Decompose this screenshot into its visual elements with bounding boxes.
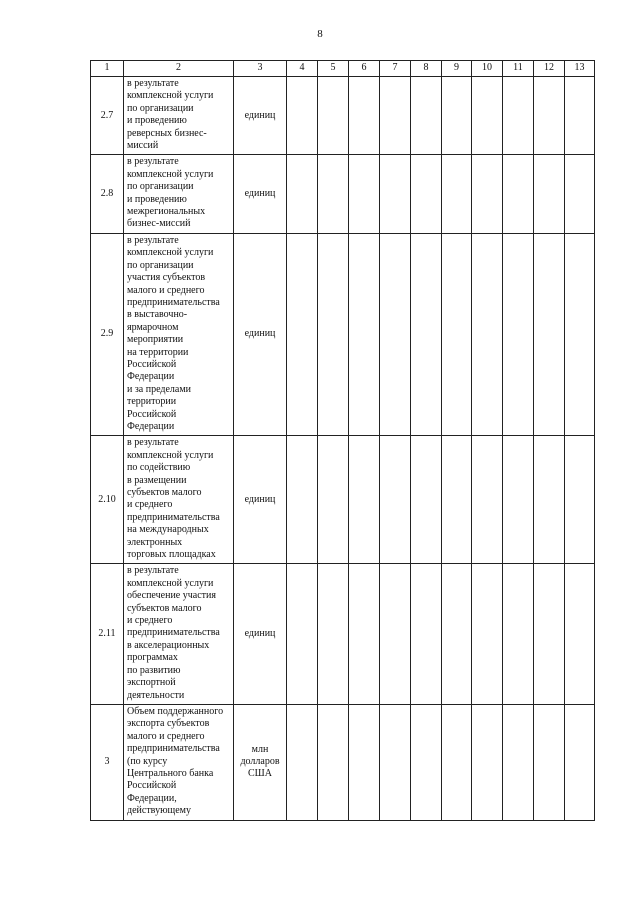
empty-cell bbox=[442, 436, 472, 564]
description-line: Федерации, bbox=[127, 792, 177, 804]
empty-cell bbox=[349, 564, 380, 704]
table-row bbox=[91, 77, 595, 155]
empty-cell bbox=[472, 436, 503, 564]
empty-cell bbox=[565, 155, 595, 233]
empty-cell bbox=[503, 436, 534, 564]
empty-cell bbox=[442, 704, 472, 820]
empty-cell bbox=[565, 233, 595, 436]
row-description bbox=[124, 77, 234, 155]
row-unit bbox=[234, 564, 287, 704]
description-line: на международных bbox=[127, 524, 209, 536]
table-row bbox=[91, 155, 595, 233]
description-line: экспортной bbox=[127, 677, 176, 689]
row-number: 3 bbox=[91, 704, 124, 820]
empty-cell bbox=[503, 564, 534, 704]
unit-line: долларов bbox=[240, 756, 280, 768]
table-row bbox=[91, 564, 595, 704]
page-number: 8 bbox=[317, 28, 323, 40]
empty-cell bbox=[380, 155, 411, 233]
empty-cell bbox=[534, 77, 565, 155]
description-line: в акселерационных bbox=[127, 639, 210, 651]
description-line: в результате bbox=[127, 234, 179, 246]
description-line: в результате bbox=[127, 78, 179, 89]
header-cell: 12 bbox=[534, 61, 565, 77]
description-line: территории bbox=[127, 396, 177, 408]
empty-cell bbox=[349, 233, 380, 436]
description-line: торговых площадках bbox=[127, 549, 216, 561]
row-number: 2.9 bbox=[91, 233, 124, 436]
row-description bbox=[124, 704, 234, 820]
description-line: в результате bbox=[127, 565, 179, 577]
unit-line: млн bbox=[251, 743, 269, 755]
row-unit bbox=[234, 77, 287, 155]
indicators-table bbox=[90, 60, 595, 821]
empty-cell bbox=[411, 77, 442, 155]
empty-cell bbox=[472, 704, 503, 820]
description-line: действующему bbox=[127, 805, 192, 817]
unit-line: единиц bbox=[244, 187, 276, 199]
empty-cell bbox=[503, 233, 534, 436]
empty-cell bbox=[287, 704, 318, 820]
header-cell: 8 bbox=[411, 61, 442, 77]
unit-line: единиц bbox=[244, 328, 276, 340]
description-line: субъектов малого bbox=[127, 602, 202, 614]
empty-cell bbox=[411, 233, 442, 436]
description-line: Центрального банка bbox=[127, 767, 214, 779]
description-line: предпринимательства bbox=[127, 743, 220, 755]
table-body bbox=[91, 61, 595, 821]
unit-line: единиц bbox=[244, 109, 276, 121]
empty-cell bbox=[534, 233, 565, 436]
description-line: на территории bbox=[127, 346, 189, 358]
description-line: Федерации bbox=[127, 420, 175, 432]
row-description bbox=[124, 564, 234, 704]
header-cell: 10 bbox=[472, 61, 503, 77]
empty-cell bbox=[442, 233, 472, 436]
description-line: Объем поддержанного bbox=[127, 705, 224, 717]
empty-cell bbox=[503, 704, 534, 820]
header-cell: 4 bbox=[287, 61, 318, 77]
description-line: по развитию bbox=[127, 664, 181, 676]
description-line: по организации bbox=[127, 259, 194, 271]
empty-cell bbox=[442, 77, 472, 155]
empty-cell bbox=[349, 155, 380, 233]
description-line: малого и среднего bbox=[127, 730, 205, 742]
description-line: обеспечение участия bbox=[127, 590, 216, 602]
description-line: программах bbox=[127, 652, 178, 664]
empty-cell bbox=[472, 233, 503, 436]
header-cell: 6 bbox=[349, 61, 380, 77]
header-cell: 2 bbox=[124, 61, 234, 77]
empty-cell bbox=[442, 564, 472, 704]
unit-line: США bbox=[248, 768, 272, 780]
description-line: Российской bbox=[127, 780, 177, 792]
description-line: реверсных бизнес- bbox=[127, 127, 207, 139]
table-row bbox=[91, 704, 595, 820]
description-line: по организации bbox=[127, 181, 194, 193]
empty-cell bbox=[318, 233, 349, 436]
empty-cell bbox=[472, 564, 503, 704]
row-unit bbox=[234, 704, 287, 820]
description-line: комплексной услуги bbox=[127, 577, 214, 589]
row-number: 2.7 bbox=[91, 77, 124, 155]
empty-cell bbox=[287, 77, 318, 155]
empty-cell bbox=[380, 704, 411, 820]
empty-cell bbox=[534, 155, 565, 233]
table-row bbox=[91, 436, 595, 564]
description-line: и проведению bbox=[127, 193, 187, 205]
empty-cell bbox=[318, 564, 349, 704]
empty-cell bbox=[534, 436, 565, 564]
description-line: и проведению bbox=[127, 115, 187, 127]
empty-cell bbox=[318, 77, 349, 155]
header-cell: 9 bbox=[442, 61, 472, 77]
empty-cell bbox=[472, 155, 503, 233]
description-line: предпринимательства bbox=[127, 627, 220, 639]
empty-cell bbox=[411, 564, 442, 704]
row-description bbox=[124, 233, 234, 436]
description-line: Федерации bbox=[127, 371, 175, 383]
description-line: деятельности bbox=[127, 689, 185, 701]
row-unit bbox=[234, 155, 287, 233]
empty-cell bbox=[534, 564, 565, 704]
unit-line: единиц bbox=[244, 493, 276, 505]
description-line: (по курсу bbox=[127, 755, 168, 767]
description-line: комплексной услуги bbox=[127, 90, 214, 102]
table-row bbox=[91, 233, 595, 436]
description-line: в результате bbox=[127, 437, 179, 449]
header-cell: 11 bbox=[503, 61, 534, 77]
header-cell: 3 bbox=[234, 61, 287, 77]
description-line: в результате bbox=[127, 156, 179, 168]
description-line: бизнес-миссий bbox=[127, 218, 191, 230]
description-line: комплексной услуги bbox=[127, 168, 214, 180]
row-number: 2.8 bbox=[91, 155, 124, 233]
description-line: мероприятии bbox=[127, 334, 184, 346]
description-line: ярмарочном bbox=[127, 321, 179, 333]
row-description bbox=[124, 155, 234, 233]
description-line: и среднего bbox=[127, 615, 173, 627]
empty-cell bbox=[287, 155, 318, 233]
row-unit bbox=[234, 233, 287, 436]
description-line: комплексной услуги bbox=[127, 449, 214, 461]
description-line: предпринимательства bbox=[127, 511, 220, 523]
description-line: электронных bbox=[127, 536, 183, 548]
description-line: комплексной услуги bbox=[127, 247, 214, 259]
header-cell: 13 bbox=[565, 61, 595, 77]
empty-cell bbox=[503, 77, 534, 155]
description-line: миссий bbox=[127, 140, 159, 152]
empty-cell bbox=[287, 564, 318, 704]
empty-cell bbox=[472, 77, 503, 155]
empty-cell bbox=[318, 436, 349, 564]
row-number: 2.10 bbox=[91, 436, 124, 564]
empty-cell bbox=[411, 704, 442, 820]
description-line: по содействию bbox=[127, 462, 191, 474]
unit-line: единиц bbox=[244, 627, 276, 639]
description-line: предпринимательства bbox=[127, 296, 220, 308]
row-number: 2.11 bbox=[91, 564, 124, 704]
empty-cell bbox=[349, 704, 380, 820]
description-line: по организации bbox=[127, 102, 194, 114]
description-line: в выставочно- bbox=[127, 309, 188, 321]
empty-cell bbox=[565, 436, 595, 564]
header-row bbox=[91, 61, 595, 77]
description-line: субъектов малого bbox=[127, 487, 202, 498]
description-line: в размещении bbox=[127, 474, 187, 486]
empty-cell bbox=[503, 155, 534, 233]
description-line: участия субъектов bbox=[127, 272, 206, 284]
row-unit bbox=[234, 436, 287, 564]
description-line: Российской bbox=[127, 408, 177, 420]
empty-cell bbox=[380, 436, 411, 564]
row-description bbox=[124, 436, 234, 564]
description-line: малого и среднего bbox=[127, 284, 205, 296]
empty-cell bbox=[565, 77, 595, 155]
empty-cell bbox=[380, 233, 411, 436]
empty-cell bbox=[380, 564, 411, 704]
empty-cell bbox=[349, 436, 380, 564]
description-line: межрегиональных bbox=[127, 206, 206, 218]
description-line: и за пределами bbox=[127, 383, 192, 395]
empty-cell bbox=[380, 77, 411, 155]
empty-cell bbox=[411, 436, 442, 564]
header-cell: 7 bbox=[380, 61, 411, 77]
empty-cell bbox=[318, 155, 349, 233]
empty-cell bbox=[565, 564, 595, 704]
empty-cell bbox=[411, 155, 442, 233]
description-line: Российской bbox=[127, 358, 177, 370]
empty-cell bbox=[318, 704, 349, 820]
empty-cell bbox=[349, 77, 380, 155]
empty-cell bbox=[534, 704, 565, 820]
description-line: и среднего bbox=[127, 499, 173, 511]
empty-cell bbox=[287, 233, 318, 436]
empty-cell bbox=[442, 155, 472, 233]
empty-cell bbox=[565, 704, 595, 820]
header-cell: 1 bbox=[91, 61, 124, 77]
description-line: экспорта субъектов bbox=[127, 718, 210, 730]
empty-cell bbox=[287, 436, 318, 564]
header-cell: 5 bbox=[318, 61, 349, 77]
